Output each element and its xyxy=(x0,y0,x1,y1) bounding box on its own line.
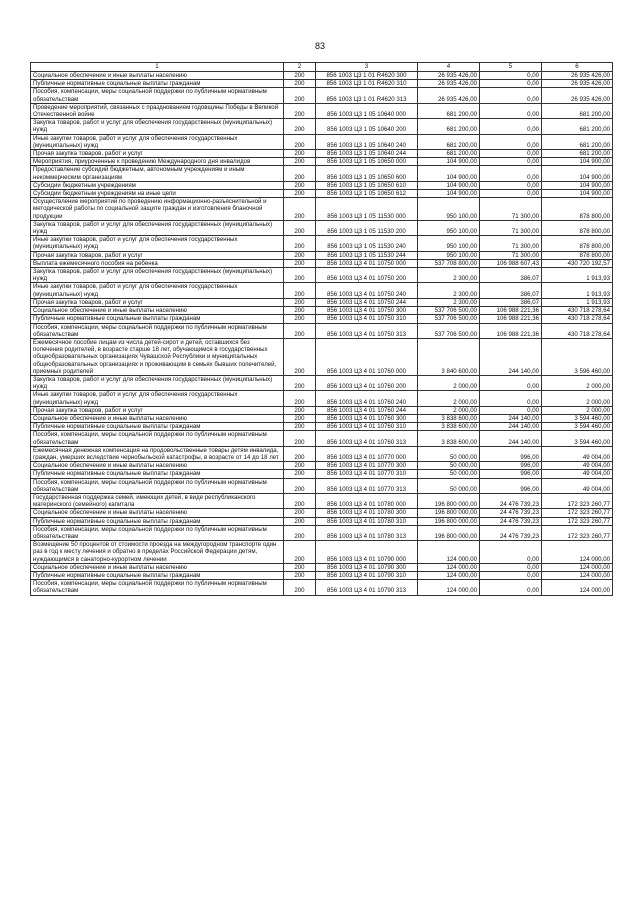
table-row xyxy=(31,525,613,540)
row-code-cell: 200 xyxy=(284,525,316,540)
row-name-cell: Закупка товаров, работ и услуг для обеспечения государственных (муниципальных) нужд xyxy=(31,375,284,390)
row-rest-cell: 124 000,00 xyxy=(542,541,613,564)
row-exec-cell: 106 988 221,36 xyxy=(480,323,542,338)
row-name-cell: Публичные нормативные социальные выплаты гражданам xyxy=(31,315,284,323)
row-plan-cell: 950 100,00 xyxy=(418,251,480,259)
row-exec-cell: 0,00 xyxy=(480,166,542,181)
row-exec-cell: 996,00 xyxy=(480,478,542,493)
row-name-cell: Иные закупки товаров, работ и услуг для обеспечения государственных (муниципальных) нужд xyxy=(31,283,284,298)
row-exec-cell: 106 988 221,36 xyxy=(480,307,542,315)
row-name-cell: Социальное обеспечение и иные выплаты населению xyxy=(31,462,284,470)
row-kbk-cell: 856 1003 Ц3 4 01 10760 240 xyxy=(316,391,418,406)
table-row xyxy=(31,493,613,508)
column-header-2: 2 xyxy=(284,63,316,72)
row-name-cell: Предоставление субсидий бюджетным, автономным учреждениям и иным некоммерческим организациям xyxy=(31,166,284,181)
row-rest-cell: 104 900,00 xyxy=(542,190,613,198)
row-code-cell: 200 xyxy=(284,259,316,267)
row-plan-cell: 3 840 600,00 xyxy=(418,338,480,375)
row-plan-cell: 2 300,00 xyxy=(418,283,480,298)
row-code-cell: 200 xyxy=(284,478,316,493)
table-row xyxy=(31,414,613,422)
table-row xyxy=(31,298,613,306)
row-rest-cell: 2 000,00 xyxy=(542,391,613,406)
row-rest-cell: 681 200,00 xyxy=(542,150,613,158)
row-kbk-cell: 856 1003 Ц3 4 01 10780 310 xyxy=(316,517,418,525)
row-kbk-cell: 856 1003 Ц3 1 05 10640 200 xyxy=(316,119,418,134)
row-name-cell: Возмещение 50 процентов от стоимости проезда на междугородном транспорте один раз в год к месту лечения и обратно в пределах Российской Федерации детям, нуждающимся в санаторно-курортном лечении xyxy=(31,541,284,564)
row-code-cell: 200 xyxy=(284,220,316,235)
row-plan-cell: 2 000,00 xyxy=(418,406,480,414)
row-name-cell: Закупка товаров, работ и услуг для обеспечения государственных (муниципальных) нужд xyxy=(31,119,284,134)
row-rest-cell: 104 900,00 xyxy=(542,166,613,181)
row-kbk-cell: 856 1003 Ц3 4 01 10760 313 xyxy=(316,431,418,446)
row-plan-cell: 2 300,00 xyxy=(418,268,480,283)
row-exec-cell: 71 300,00 xyxy=(480,220,542,235)
row-kbk-cell: 856 1003 Ц3 4 01 10750 313 xyxy=(316,323,418,338)
row-kbk-cell: 856 1003 Ц3 4 01 10760 200 xyxy=(316,375,418,390)
row-exec-cell: 71 300,00 xyxy=(480,251,542,259)
row-kbk-cell: 856 1003 Ц3 4 01 10780 000 xyxy=(316,493,418,508)
row-kbk-cell: 856 1003 Ц3 4 01 10760 000 xyxy=(316,338,418,375)
row-exec-cell: 0,00 xyxy=(480,572,542,580)
row-kbk-cell: 856 1003 Ц3 4 01 10750 310 xyxy=(316,315,418,323)
row-kbk-cell: 856 1003 Ц3 1 05 10640 240 xyxy=(316,134,418,149)
row-rest-cell: 3 596 460,00 xyxy=(542,338,613,375)
row-rest-cell: 1 913,93 xyxy=(542,283,613,298)
row-code-cell: 200 xyxy=(284,517,316,525)
row-plan-cell: 3 838 600,00 xyxy=(418,414,480,422)
row-plan-cell: 196 800 000,00 xyxy=(418,493,480,508)
row-rest-cell: 104 900,00 xyxy=(542,181,613,189)
table-row xyxy=(31,563,613,571)
row-exec-cell: 0,00 xyxy=(480,158,542,166)
column-header-6: 6 xyxy=(542,63,613,72)
page-number: 83 xyxy=(314,41,325,51)
row-code-cell: 200 xyxy=(284,251,316,259)
row-plan-cell: 196 800 000,00 xyxy=(418,509,480,517)
row-plan-cell: 50 000,00 xyxy=(418,446,480,461)
column-header-3: 3 xyxy=(316,63,418,72)
row-exec-cell: 996,00 xyxy=(480,470,542,478)
row-kbk-cell: 856 1003 Ц3 4 01 10750 244 xyxy=(316,298,418,306)
row-kbk-cell: 856 1003 Ц3 1 05 10640 244 xyxy=(316,150,418,158)
row-name-cell: Социальное обеспечение и иные выплаты населению xyxy=(31,509,284,517)
row-code-cell: 200 xyxy=(284,541,316,564)
table-row xyxy=(31,134,613,149)
row-exec-cell: 244 140,00 xyxy=(480,414,542,422)
row-plan-cell: 104 900,00 xyxy=(418,181,480,189)
row-name-cell: Пособия, компенсации, меры социальной поддержки по публичным нормативным обязательствам xyxy=(31,431,284,446)
row-name-cell: Субсидии бюджетным учреждениям на иные цели xyxy=(31,190,284,198)
table-row xyxy=(31,462,613,470)
row-code-cell: 200 xyxy=(284,181,316,189)
row-plan-cell: 537 706 500,00 xyxy=(418,307,480,315)
row-code-cell: 200 xyxy=(284,119,316,134)
row-code-cell: 200 xyxy=(284,166,316,181)
row-code-cell: 200 xyxy=(284,236,316,251)
row-name-cell: Пособия, компенсации, меры социальной поддержки по публичным нормативным обязательствам xyxy=(31,580,284,595)
row-name-cell: Осуществление мероприятий по проведению информационно-разъяснительной и методической работы по социальной защите граждан и изготовления бланочной продукции xyxy=(31,198,284,221)
row-plan-cell: 2 000,00 xyxy=(418,391,480,406)
row-name-cell: Выплата ежемесячного пособия на ребенка xyxy=(31,259,284,267)
row-exec-cell: 0,00 xyxy=(480,406,542,414)
row-rest-cell: 878 800,00 xyxy=(542,198,613,221)
budget-table-body xyxy=(31,63,613,596)
row-exec-cell: 0,00 xyxy=(480,541,542,564)
row-plan-cell: 3 838 600,00 xyxy=(418,423,480,431)
row-rest-cell: 2 000,00 xyxy=(542,406,613,414)
table-row xyxy=(31,541,613,564)
row-rest-cell: 172 323 260,77 xyxy=(542,493,613,508)
table-row xyxy=(31,251,613,259)
row-name-cell: Социальное обеспечение и иные выплаты населению xyxy=(31,307,284,315)
row-rest-cell: 430 718 278,64 xyxy=(542,315,613,323)
row-rest-cell: 172 323 260,77 xyxy=(542,525,613,540)
row-kbk-cell: 856 1003 Ц3 1 05 11530 240 xyxy=(316,236,418,251)
table-row xyxy=(31,431,613,446)
row-code-cell: 200 xyxy=(284,283,316,298)
row-exec-cell: 106 988 607,43 xyxy=(480,259,542,267)
row-exec-cell: 0,00 xyxy=(480,88,542,103)
row-code-cell: 200 xyxy=(284,470,316,478)
row-code-cell: 200 xyxy=(284,406,316,414)
row-exec-cell: 996,00 xyxy=(480,462,542,470)
row-exec-cell: 24 476 739,23 xyxy=(480,525,542,540)
row-plan-cell: 950 100,00 xyxy=(418,198,480,221)
column-header-5: 5 xyxy=(480,63,542,72)
row-exec-cell: 71 300,00 xyxy=(480,198,542,221)
row-plan-cell: 104 900,00 xyxy=(418,166,480,181)
table-row xyxy=(31,338,613,375)
row-kbk-cell: 856 1003 Ц3 4 01 10750 200 xyxy=(316,268,418,283)
row-name-cell: Мероприятия, приуроченные к проведению Международного дня инвалидов xyxy=(31,158,284,166)
row-plan-cell: 104 900,00 xyxy=(418,190,480,198)
table-row xyxy=(31,580,613,595)
row-code-cell: 200 xyxy=(284,431,316,446)
table-row xyxy=(31,268,613,283)
row-plan-cell: 124 000,00 xyxy=(418,541,480,564)
row-rest-cell: 3 594 460,00 xyxy=(542,414,613,422)
table-row xyxy=(31,181,613,189)
row-code-cell: 200 xyxy=(284,338,316,375)
row-kbk-cell: 856 1003 Ц3 1 05 10650 000 xyxy=(316,158,418,166)
row-name-cell: Ежемесячная денежная компенсация на продовольственные товары детям инвалида, граждан, умерших вследствие чернобыльской катастрофы, в возрасте от 14 до 18 лет xyxy=(31,446,284,461)
row-rest-cell: 1 913,93 xyxy=(542,298,613,306)
row-exec-cell: 0,00 xyxy=(480,181,542,189)
row-kbk-cell: 856 1003 Ц3 4 01 10790 313 xyxy=(316,580,418,595)
row-kbk-cell: 856 1003 Ц3 4 01 10760 310 xyxy=(316,423,418,431)
table-row xyxy=(31,517,613,525)
row-plan-cell: 681 200,00 xyxy=(418,134,480,149)
row-code-cell: 200 xyxy=(284,446,316,461)
row-name-cell: Публичные нормативные социальные выплаты гражданам xyxy=(31,470,284,478)
row-kbk-cell: 856 1003 Ц3 4 01 10760 244 xyxy=(316,406,418,414)
row-rest-cell: 49 004,00 xyxy=(542,478,613,493)
row-rest-cell: 2 000,00 xyxy=(542,375,613,390)
row-name-cell: Пособия, компенсации, меры социальной поддержки по публичным нормативным обязательствам xyxy=(31,478,284,493)
row-name-cell: Публичные нормативные социальные выплаты гражданам xyxy=(31,517,284,525)
row-kbk-cell: 856 1003 Ц3 4 01 10790 310 xyxy=(316,572,418,580)
row-rest-cell: 681 200,00 xyxy=(542,119,613,134)
row-code-cell: 200 xyxy=(284,375,316,390)
row-code-cell: 200 xyxy=(284,323,316,338)
row-exec-cell: 244 140,00 xyxy=(480,431,542,446)
row-name-cell: Пособия, компенсации, меры социальной поддержки по публичным нормативным обязательствам xyxy=(31,525,284,540)
row-plan-cell: 3 838 600,00 xyxy=(418,431,480,446)
row-kbk-cell: 856 1003 Ц3 4 01 10770 313 xyxy=(316,478,418,493)
row-rest-cell: 104 900,00 xyxy=(542,158,613,166)
row-plan-cell: 537 708 800,00 xyxy=(418,259,480,267)
table-row xyxy=(31,509,613,517)
column-number-header xyxy=(31,63,613,72)
row-exec-cell: 0,00 xyxy=(480,391,542,406)
table-row xyxy=(31,423,613,431)
row-exec-cell: 0,00 xyxy=(480,375,542,390)
row-rest-cell: 26 935 426,00 xyxy=(542,80,613,88)
table-row xyxy=(31,150,613,158)
row-kbk-cell: 856 1003 Ц3 1 05 10650 612 xyxy=(316,190,418,198)
row-exec-cell: 71 300,00 xyxy=(480,236,542,251)
row-kbk-cell: 856 1003 Ц3 4 01 10790 000 xyxy=(316,541,418,564)
row-kbk-cell: 856 1003 Ц3 4 01 10750 000 xyxy=(316,259,418,267)
row-kbk-cell: 856 1003 Ц3 1 05 10650 600 xyxy=(316,166,418,181)
row-plan-cell: 681 200,00 xyxy=(418,119,480,134)
row-exec-cell: 0,00 xyxy=(480,580,542,595)
row-code-cell: 200 xyxy=(284,103,316,118)
row-rest-cell: 26 935 426,00 xyxy=(542,88,613,103)
row-plan-cell: 2 000,00 xyxy=(418,375,480,390)
row-rest-cell: 878 800,00 xyxy=(542,236,613,251)
row-plan-cell: 50 000,00 xyxy=(418,478,480,493)
row-plan-cell: 124 000,00 xyxy=(418,572,480,580)
row-rest-cell: 49 004,00 xyxy=(542,446,613,461)
row-plan-cell: 681 200,00 xyxy=(418,103,480,118)
row-rest-cell: 878 800,00 xyxy=(542,251,613,259)
row-plan-cell: 196 800 000,00 xyxy=(418,525,480,540)
row-rest-cell: 49 004,00 xyxy=(542,470,613,478)
row-exec-cell: 106 988 221,36 xyxy=(480,315,542,323)
row-name-cell: Прочая закупка товаров, работ и услуг xyxy=(31,298,284,306)
row-plan-cell: 196 800 000,00 xyxy=(418,517,480,525)
table-row xyxy=(31,88,613,103)
table-row xyxy=(31,119,613,134)
row-exec-cell: 0,00 xyxy=(480,150,542,158)
row-exec-cell: 0,00 xyxy=(480,103,542,118)
row-exec-cell: 0,00 xyxy=(480,80,542,88)
row-plan-cell: 26 935 426,00 xyxy=(418,72,480,80)
row-kbk-cell: 856 1003 Ц3 1 01 R4620 313 xyxy=(316,88,418,103)
row-plan-cell: 50 000,00 xyxy=(418,462,480,470)
table-row xyxy=(31,315,613,323)
row-rest-cell: 681 200,00 xyxy=(542,103,613,118)
row-code-cell: 200 xyxy=(284,563,316,571)
row-exec-cell: 386,07 xyxy=(480,268,542,283)
table-row xyxy=(31,572,613,580)
table-row xyxy=(31,80,613,88)
row-kbk-cell: 856 1003 Ц3 1 01 R4620 310 xyxy=(316,80,418,88)
table-row xyxy=(31,236,613,251)
row-rest-cell: 49 004,00 xyxy=(542,462,613,470)
row-name-cell: Публичные нормативные социальные выплаты гражданам xyxy=(31,572,284,580)
row-kbk-cell: 856 1003 Ц3 1 05 11530 200 xyxy=(316,220,418,235)
row-name-cell: Закупка товаров, работ и услуг для обеспечения государственных (муниципальных) нужд xyxy=(31,268,284,283)
row-rest-cell: 430 720 192,57 xyxy=(542,259,613,267)
row-plan-cell: 2 300,00 xyxy=(418,298,480,306)
row-kbk-cell: 856 1003 Ц3 4 01 10770 300 xyxy=(316,462,418,470)
row-name-cell: Пособия, компенсации, меры социальной поддержки по публичным нормативным обязательствам xyxy=(31,323,284,338)
row-plan-cell: 104 900,00 xyxy=(418,158,480,166)
row-kbk-cell: 856 1003 Ц3 4 01 10750 300 xyxy=(316,307,418,315)
row-name-cell: Публичные нормативные социальные выплаты гражданам xyxy=(31,423,284,431)
row-code-cell: 200 xyxy=(284,572,316,580)
row-exec-cell: 244 140,00 xyxy=(480,423,542,431)
row-kbk-cell: 856 1003 Ц3 4 01 10770 310 xyxy=(316,470,418,478)
row-name-cell: Проведение мероприятий, связанных с празднованием годовщины Победы в Великой Отечественной войне xyxy=(31,103,284,118)
row-rest-cell: 878 800,00 xyxy=(542,220,613,235)
table-row xyxy=(31,478,613,493)
table-row xyxy=(31,446,613,461)
row-code-cell: 200 xyxy=(284,315,316,323)
table-row xyxy=(31,198,613,221)
row-name-cell: Прочая закупка товаров, работ и услуг xyxy=(31,150,284,158)
row-kbk-cell: 856 1003 Ц3 1 01 R4620 300 xyxy=(316,72,418,80)
row-code-cell: 200 xyxy=(284,158,316,166)
row-name-cell: Иные закупки товаров, работ и услуг для обеспечения государственных (муниципальных) нужд xyxy=(31,391,284,406)
row-name-cell: Социальное обеспечение и иные выплаты населению xyxy=(31,414,284,422)
row-code-cell: 200 xyxy=(284,509,316,517)
column-header-4: 4 xyxy=(418,63,480,72)
row-name-cell: Публичные нормативные социальные выплаты гражданам xyxy=(31,80,284,88)
row-code-cell: 200 xyxy=(284,198,316,221)
row-rest-cell: 172 323 260,77 xyxy=(542,509,613,517)
row-kbk-cell: 856 1003 Ц3 4 01 10770 000 xyxy=(316,446,418,461)
row-name-cell: Прочая закупка товаров, работ и услуг xyxy=(31,251,284,259)
row-plan-cell: 950 100,00 xyxy=(418,220,480,235)
row-code-cell: 200 xyxy=(284,423,316,431)
row-plan-cell: 537 706 500,00 xyxy=(418,315,480,323)
row-name-cell: Государственная поддержка семей, имеющих детей, в виде республиканского материнского (семейного) капитала xyxy=(31,493,284,508)
row-kbk-cell: 856 1003 Ц3 1 05 11530 000 xyxy=(316,198,418,221)
row-exec-cell: 244 140,00 xyxy=(480,338,542,375)
row-code-cell: 200 xyxy=(284,190,316,198)
table-row xyxy=(31,72,613,80)
row-exec-cell: 24 476 739,23 xyxy=(480,509,542,517)
row-exec-cell: 24 476 739,23 xyxy=(480,493,542,508)
row-kbk-cell: 856 1003 Ц3 4 01 10780 313 xyxy=(316,525,418,540)
row-plan-cell: 681 200,00 xyxy=(418,150,480,158)
row-code-cell: 200 xyxy=(284,493,316,508)
row-plan-cell: 26 935 426,00 xyxy=(418,88,480,103)
table-row xyxy=(31,103,613,118)
row-name-cell: Иные закупки товаров, работ и услуг для обеспечения государственных (муниципальных) нужд xyxy=(31,134,284,149)
row-exec-cell: 386,07 xyxy=(480,298,542,306)
table-row xyxy=(31,307,613,315)
row-kbk-cell: 856 1003 Ц3 4 01 10790 300 xyxy=(316,563,418,571)
table-row xyxy=(31,190,613,198)
row-kbk-cell: 856 1003 Ц3 1 05 10640 000 xyxy=(316,103,418,118)
row-code-cell: 200 xyxy=(284,414,316,422)
table-row xyxy=(31,158,613,166)
table-row xyxy=(31,166,613,181)
row-exec-cell: 0,00 xyxy=(480,563,542,571)
row-plan-cell: 26 935 426,00 xyxy=(418,80,480,88)
row-rest-cell: 430 718 278,64 xyxy=(542,323,613,338)
row-kbk-cell: 856 1003 Ц3 1 05 10650 610 xyxy=(316,181,418,189)
row-kbk-cell: 856 1003 Ц3 4 01 10760 300 xyxy=(316,414,418,422)
row-rest-cell: 124 000,00 xyxy=(542,563,613,571)
row-code-cell: 200 xyxy=(284,80,316,88)
row-exec-cell: 24 476 739,23 xyxy=(480,517,542,525)
row-code-cell: 200 xyxy=(284,268,316,283)
row-rest-cell: 681 200,00 xyxy=(542,134,613,149)
row-rest-cell: 3 594 460,00 xyxy=(542,431,613,446)
row-code-cell: 200 xyxy=(284,298,316,306)
row-plan-cell: 950 100,00 xyxy=(418,236,480,251)
row-code-cell: 200 xyxy=(284,150,316,158)
row-kbk-cell: 856 1003 Ц3 1 05 11530 244 xyxy=(316,251,418,259)
row-code-cell: 200 xyxy=(284,391,316,406)
row-exec-cell: 386,07 xyxy=(480,283,542,298)
row-name-cell: Социальное обеспечение и иные выплаты населению xyxy=(31,563,284,571)
row-plan-cell: 537 706 500,00 xyxy=(418,323,480,338)
table-row xyxy=(31,406,613,414)
row-rest-cell: 124 000,00 xyxy=(542,580,613,595)
column-header-1: 1 xyxy=(31,63,284,72)
row-code-cell: 200 xyxy=(284,134,316,149)
row-plan-cell: 124 000,00 xyxy=(418,563,480,571)
table-row xyxy=(31,323,613,338)
row-rest-cell: 26 935 426,00 xyxy=(542,72,613,80)
row-name-cell: Социальное обеспечение и иные выплаты населению xyxy=(31,72,284,80)
row-name-cell: Закупка товаров, работ и услуг для обеспечения государственных (муниципальных) нужд xyxy=(31,220,284,235)
table-row xyxy=(31,220,613,235)
row-rest-cell: 1 913,93 xyxy=(542,268,613,283)
row-rest-cell: 430 718 278,64 xyxy=(542,307,613,315)
budget-table xyxy=(30,62,613,596)
row-kbk-cell: 856 1003 Ц3 4 01 10780 300 xyxy=(316,509,418,517)
row-code-cell: 200 xyxy=(284,307,316,315)
row-code-cell: 200 xyxy=(284,88,316,103)
row-name-cell: Ежемесячное пособие лицам из числа детей-сирот и детей, оставшихся без попечения родителей, в возрасте старше 18 лет, обучающимся в государственных общеобразовательных организациях Чувашской Республики и муниципальных общеобразовательных организациях и проживающим в семьях бывших попечителей, приемных родителей xyxy=(31,338,284,375)
table-row xyxy=(31,391,613,406)
table-row xyxy=(31,259,613,267)
row-code-cell: 200 xyxy=(284,72,316,80)
row-code-cell: 200 xyxy=(284,580,316,595)
row-name-cell: Субсидии бюджетным учреждениям xyxy=(31,181,284,189)
row-kbk-cell: 856 1003 Ц3 4 01 10750 240 xyxy=(316,283,418,298)
row-rest-cell: 3 594 460,00 xyxy=(542,423,613,431)
table-row xyxy=(31,283,613,298)
row-plan-cell: 124 000,00 xyxy=(418,580,480,595)
row-name-cell: Иные закупки товаров, работ и услуг для обеспечения государственных (муниципальных) нужд xyxy=(31,236,284,251)
table-row xyxy=(31,375,613,390)
row-plan-cell: 50 000,00 xyxy=(418,470,480,478)
row-exec-cell: 0,00 xyxy=(480,190,542,198)
row-rest-cell: 124 000,00 xyxy=(542,572,613,580)
row-name-cell: Прочая закупка товаров, работ и услуг xyxy=(31,406,284,414)
row-code-cell: 200 xyxy=(284,462,316,470)
row-exec-cell: 0,00 xyxy=(480,72,542,80)
row-exec-cell: 996,00 xyxy=(480,446,542,461)
row-rest-cell: 172 323 260,77 xyxy=(542,517,613,525)
row-exec-cell: 0,00 xyxy=(480,134,542,149)
row-name-cell: Пособия, компенсации, меры социальной поддержки по публичным нормативным обязательствам xyxy=(31,88,284,103)
table-row xyxy=(31,470,613,478)
row-exec-cell: 0,00 xyxy=(480,119,542,134)
